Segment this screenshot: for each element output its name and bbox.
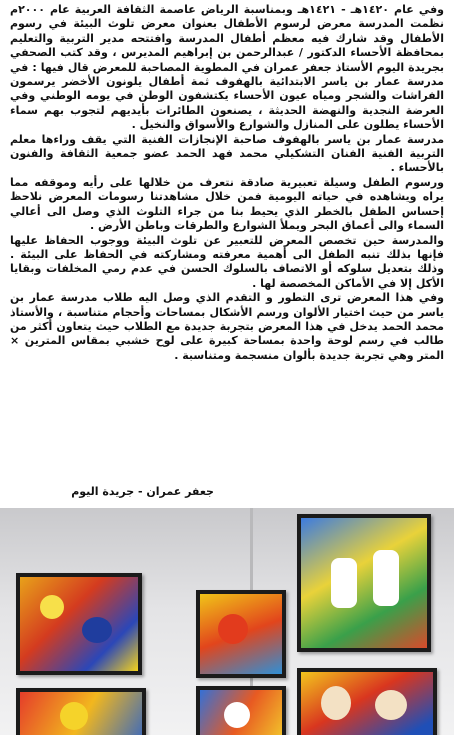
- article-paragraph: مدرسة عمار بن ياسر بالهفوف صاحبة الإنجازات الفنية التي يقف وراءها معلم التربية الفنية الفنان التشكيلي محمد فهد الحمد عضو جمعية الثقافة والفنون بالأحساء .: [10, 132, 444, 175]
- children-painting: [297, 514, 431, 652]
- children-painting: [196, 686, 286, 735]
- article-paragraph: وفي هذا المعرض ترى التطور و التقدم الذي وصل اليه طلاب مدرسة عمار بن ياسر من حيث اختيار الألوان ورسم الأشكال بمساحات وأحجام متناسبة ، والأستاذ محمد الحمد يدخل في هذا المعرض بتجربة جديدة مع الطلاب حيث يتعاون أكثر من طالب في رسم لوحة واحدة بمساحة كبيرة على لوح خشبي بمقاس المترين × المتر وهي تجربة جديدة بألوان منسجمة ومتناسبة .: [10, 291, 444, 362]
- children-painting: [196, 590, 286, 678]
- article-paragraph: وفي عام ١٤٢٠هـ - ١٤٢١هـ وبمناسبة الرياض عاصمة الثقافة العربية عام ٢٠٠٠م نظمت المدرسة معرض لرسوم الأطفال بعنوان معرض تلوث البيئة في رسوم الأطفال وقد شارك فيه معظم أطفال المدرسة وافتتحه مدير التربية والتعليم بمحافظة الأحساء الدكتور / عبدالرحمن بن إبراهيم المديرس ، وقد كتب الصحفي بجريدة اليوم الأستاذ جعفر عمران في المطوية المصاحبة للمعرض قال فيها : في مدرسة عمار بن ياسر الابتدائية بالهفوف ثمة أطفال يلونون الأخضر يرسمون الفراشات والشجر ومياه عيون الأحساء يكتشفون الوطن في يومه الوطني وفي العرضة النجدية والنهضة الحديثة ، يصنعون الطائرات بأيديهم لتجوب بهم سماء الأحساء يطلون على المنازل والشوارع والأسواق والنخيل .: [10, 3, 444, 132]
- children-painting: [297, 668, 437, 735]
- exhibition-photo: [0, 508, 454, 735]
- children-painting: [16, 688, 146, 735]
- children-painting: [16, 573, 142, 675]
- article-body: [10, 3, 444, 475]
- article-paragraph: ورسوم الطفل وسيلة تعبيرية صادقة نتعرف من خلالها على رأيه وموقفه مما يراه ويشاهده في حياته اليومية فمن خلال مشاهدتنا رسومات المعرض نلاحظ إحساس الطفل بالخطر الذي يحيط بنا من جراء التلوث الذي وصل الى أعالي السماء والى أعماق البحر ويملأ الشوارع والطرقات وباطن الأرض .: [10, 175, 444, 233]
- article-paragraph: والمدرسة حين تخصص المعرض للتعبير عن تلوث البيئة ووجوب الحفاظ عليها فإنها بذلك تنبه الطفل الى أهمية معرفته ومشاركته في الحفاظ على البيئة . وذلك بتعديل سلوكه أو الاتصاف بالسلوك الحسن في عدم رمي المخلفات وبقايا الأكل إلا في الأماكن المخصصة لها .: [10, 233, 444, 290]
- byline: جعفر عمران - جريدة اليوم: [71, 485, 214, 498]
